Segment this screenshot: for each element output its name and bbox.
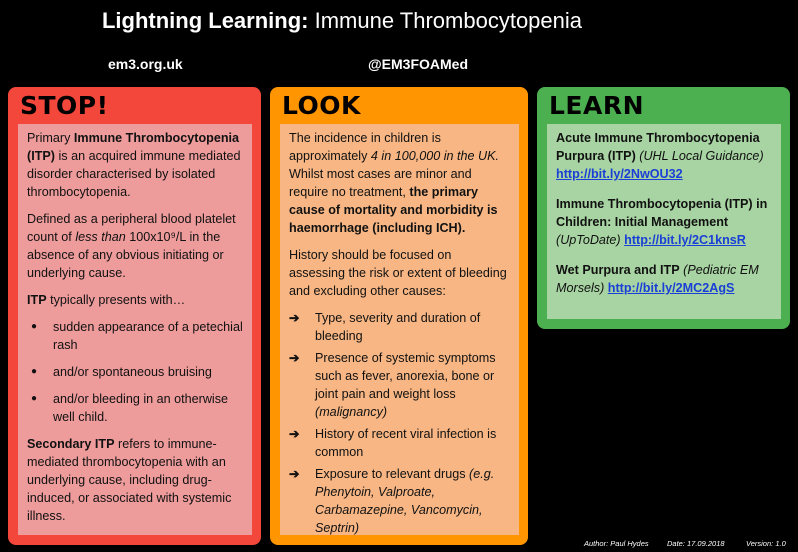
stop-secondary-itp: Secondary ITP refers to immune-mediated thrombocytopenia with an underlying cause, including drug-induced, or associated with systemic illness. xyxy=(27,437,232,523)
stop-platelet-definition: Defined as a peripheral blood platelet count of less than 100x10⁹/L in the absence of any obvious initiating or underlying cause. xyxy=(27,212,236,280)
look-incidence: The incidence in children is approximately 4 in 100,000 in the UK. Whilst most cases are minor and require no treatment, the primary cause of mortality and morbidity is haemorrhage (including ICH). xyxy=(289,131,500,235)
footer-date: Date: 17.09.2018 xyxy=(667,539,725,548)
arrow-icon: ➔ xyxy=(289,427,300,441)
footer-version: Version: 1.0 xyxy=(746,539,786,548)
list-item: ➔ Type, severity and duration of bleeding xyxy=(289,311,481,343)
arrow-icon: ➔ xyxy=(289,351,300,365)
stop-definition: Primary Immune Thrombocytopenia (ITP) is an acquired immune mediated disorder characterised by isolated thrombocytopenia. xyxy=(27,131,241,199)
list-item: ● and/or bleeding in an otherwise well child. xyxy=(27,390,243,426)
arrow-icon: ➔ xyxy=(289,467,300,481)
page-title xyxy=(0,6,684,36)
look-heading: LOOK xyxy=(282,91,361,120)
uptodate-link[interactable]: http://bit.ly/2C1knsR xyxy=(624,233,746,247)
twitter-handle: @EM3FOAMed xyxy=(368,56,468,72)
look-panel xyxy=(270,87,528,545)
list-item: ➔ History of recent viral infection is common xyxy=(289,427,497,459)
learn-heading: LEARN xyxy=(549,91,645,120)
uhl-guidance-link[interactable]: http://bit.ly/2NwOU32 xyxy=(556,167,683,181)
stop-heading: STOP! xyxy=(20,91,109,120)
learn-resource-uhl: Acute Immune Thrombocytopenia Purpura (ITP) (UHL Local Guidance) http://bit.ly/2NwOU32 xyxy=(556,131,764,181)
title-topic: Immune Thrombocytopenia xyxy=(308,8,583,33)
learn-panel xyxy=(537,87,790,329)
learn-content xyxy=(547,124,781,319)
footer-author: Author: Paul Hydes xyxy=(584,539,649,548)
look-history-list xyxy=(289,309,510,535)
learn-resource-uptodate: Immune Thrombocytopenia (ITP) in Children: Initial Management (UpToDate) http://bit.ly/2C1knsR xyxy=(556,197,768,247)
look-content xyxy=(280,124,519,535)
stop-panel xyxy=(8,87,261,545)
list-item: ● sudden appearance of a petechial rash xyxy=(27,318,243,354)
learn-resource-morsels: Wet Purpura and ITP (Pediatric EM Morsels) http://bit.ly/2MC2AgS xyxy=(556,263,759,295)
list-item: ● and/or spontaneous bruising xyxy=(27,363,243,381)
look-history-intro: History should be focused on assessing the risk or extent of bleeding and excluding other causes: xyxy=(289,248,507,298)
title-bold: Lightning Learning: xyxy=(101,8,309,33)
arrow-icon: ➔ xyxy=(289,311,300,325)
list-item: ➔ Presence of systemic symptoms such as fever, anorexia, bone or joint pain and weight loss (malignancy) xyxy=(289,351,496,419)
em-morsels-link[interactable]: http://bit.ly/2MC2AgS xyxy=(607,281,735,295)
site-name: em3.org.uk xyxy=(108,56,183,72)
list-item: ➔ Exposure to relevant drugs (e.g. Phenytoin, Valproate, Carbamazepine, Vancomycin, Septrin) xyxy=(289,467,495,535)
stop-presentation-intro: ITP typically presents with… xyxy=(27,293,186,307)
stop-presentation-list xyxy=(27,318,243,426)
stop-content xyxy=(18,124,252,535)
